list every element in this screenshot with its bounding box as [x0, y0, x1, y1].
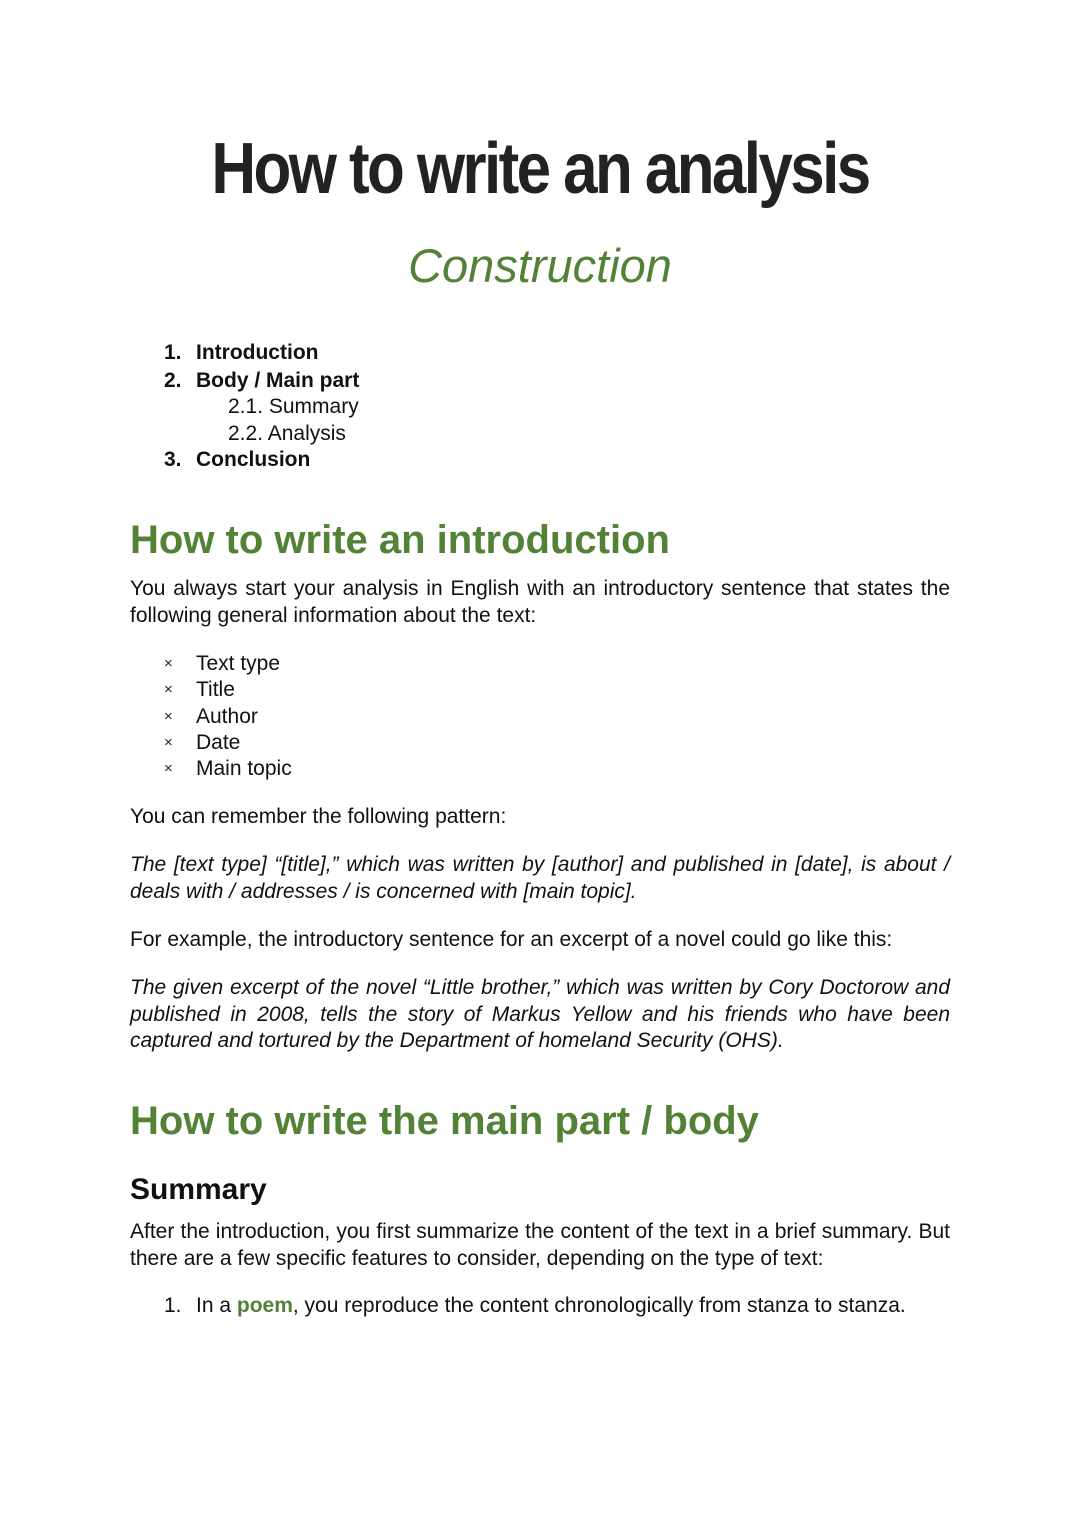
- document-page: How to write an analysis Construction 1. Introduction 2. Body / Main part 2.1. Summary 2.2. Analysis 3. Conclusion How to write an introduction You always start your analysis in English with an introductory sentence that states the following general information about the text: × Text type × Title × Author × Date × Main topic You can remember the following pattern: The [text type] “[title],” which was written by [author] and published in [date], is about / deals with / addresses / is concerned with [main topic]. For example, the introductory sentence for an excerpt of a novel could go like this: The given excerpt of the novel “Little brother,” which was written by Cory Doctorow and published in 2008, tells the story of Markus Yellow and his friends who have been captured and tortured by the Department of homeland Security (OHS). How to write the main part / body Summary After the introduction, you first summarize the content of the text in a brief summary. But there are a few specific features to consider, depending on the type of text: 1. In a poem, you reproduce the content chronologically from stanza to stanza.: [0, 0, 1080, 1527]
- toc-item-analysis: [228, 421, 346, 447]
- toc-number: 2.2.: [228, 422, 264, 445]
- toc-label: Body / Main part: [196, 369, 360, 392]
- toc-label: Summary: [268, 395, 359, 418]
- highlight-term: poem: [236, 1294, 293, 1317]
- list-item: 1. In a poem, you reproduce the content chronologically from stanza to stanza.: [164, 1294, 906, 1317]
- example-lead: For example, the introductory sentence for an excerpt of a novel could go like this:: [130, 928, 893, 951]
- toc-item-body: [164, 368, 359, 394]
- pattern-text: The [text type] “[title],” which was written by [author] and published in [date], is about / deals with / addresses / is concerned with [main topic].: [130, 853, 950, 903]
- toc-item-introduction: [164, 340, 318, 366]
- x-mark-icon: ×: [164, 655, 173, 672]
- intro-heading: How to write an introduction: [130, 518, 670, 562]
- toc-number: 1.: [164, 341, 182, 364]
- toc-number: 3.: [164, 448, 182, 471]
- toc-label: Analysis: [267, 422, 346, 445]
- toc-item-summary: [228, 394, 359, 420]
- pattern-lead: You can remember the following pattern:: [130, 805, 507, 828]
- x-mark-icon: ×: [164, 733, 173, 751]
- toc-label: Introduction: [196, 341, 319, 364]
- toc-label: Conclusion: [196, 448, 311, 471]
- example-text: The given excerpt of the novel “Little brother,” which was written by Cory Doctorow and published in 2008, tells the story of Markus Yellow and his friends who have been captured and tortured by the Department of homeland Security (OHS).: [130, 976, 950, 1052]
- x-mark-icon: ×: [164, 707, 173, 725]
- intro-paragraph: You always start your analysis in English with an introductory sentence that states the following general information about the text:: [130, 577, 950, 627]
- toc-item-conclusion: [164, 447, 310, 473]
- document-title: How to write an analysis: [211, 129, 869, 209]
- toc-number: 2.1.: [228, 395, 264, 418]
- x-mark-icon: ×: [164, 760, 173, 778]
- summary-numbered-list: [164, 1293, 906, 1319]
- summary-subheading: Summary: [130, 1173, 267, 1206]
- document-subtitle: Construction: [408, 239, 672, 292]
- x-mark-icon: ×: [164, 681, 173, 699]
- toc-number: 2.: [164, 369, 182, 392]
- body-heading: How to write the main part / body: [130, 1099, 759, 1143]
- summary-paragraph: After the introduction, you first summarize the content of the text in a brief summary. But there are a few specific features to consider, depending on the type of text:: [130, 1220, 950, 1270]
